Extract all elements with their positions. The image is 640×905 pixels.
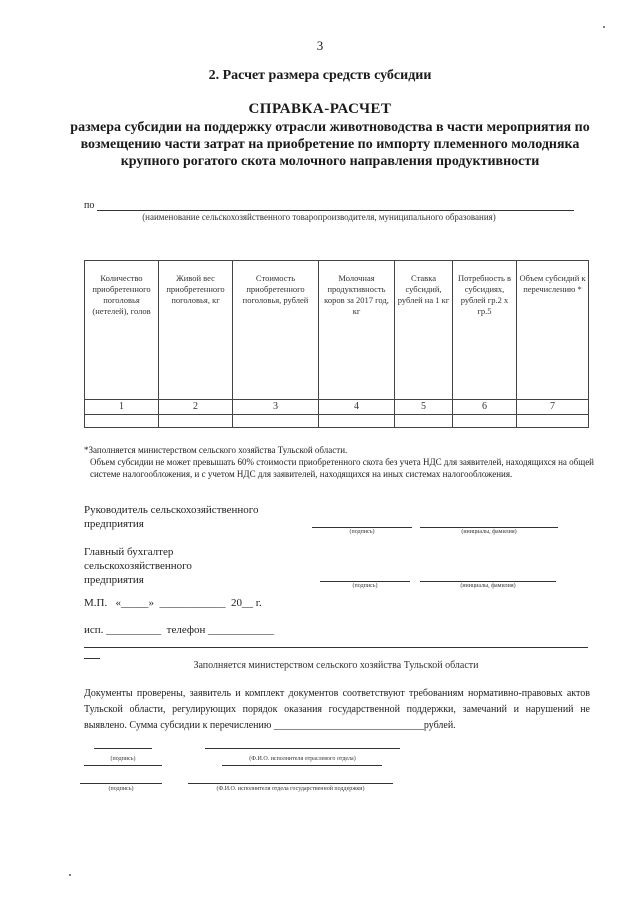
ministry-heading: Заполняется министерством сельского хозяйства Тульской области [193,660,479,671]
accountant-name-line[interactable] [420,581,556,582]
sign-line-1b[interactable] [84,765,162,766]
scan-speck [603,26,605,28]
recipient-field[interactable] [97,210,574,211]
name-line-2[interactable] [188,783,393,784]
head-name-caption: (инициалы, фамилия) [461,529,517,535]
accountant-name-caption: (инициалы, фамилия) [460,583,516,589]
data-cell[interactable] [233,415,319,428]
column-number: 3 [233,400,319,415]
column-number: 6 [453,400,517,415]
bottom-name-caption-2: (Ф.И.О. исполнителя отдела государственной поддержки) [216,786,365,792]
document-subtitle: размера субсидии на поддержку отрасли животноводства в части мероприятия по возмещению части затрат на приобретение по импорту племенного молодняка крупного рогатого скота молочного направления продуктивности [70,120,590,169]
scan-speck [69,874,71,876]
data-cell[interactable] [517,415,589,428]
column-number: 1 [85,400,159,415]
data-cell[interactable] [453,415,517,428]
column-number: 5 [395,400,453,415]
footnote-limit: Объем субсидии не может превышать 60% стоимости приобретенного скота без учета НДС для заявителей, находящихся на общей системе налогообложения, и с учетом НДС для заявителей, находящихся на иных системах налогообложения. [90,457,594,479]
head-signature-line[interactable] [312,527,412,528]
head-label: Руководитель сельскохозяйственного предприятия [84,504,259,530]
executor-phone-line: исп. __________ телефон ____________ [84,624,275,636]
header-cell: Стоимость приобретенного поголовья, рублей [233,261,319,400]
footnotes [84,444,594,480]
accountant-signature-line[interactable] [320,581,410,582]
data-cell[interactable] [159,415,233,428]
name-line-1b[interactable] [222,765,382,766]
column-number: 4 [319,400,395,415]
header-cell: Молочная продуктивность коров за 2017 год, кг [319,261,395,400]
data-cell[interactable] [85,415,159,428]
header-cell: Количество приобретенного поголовья (нетелей), голов [85,261,159,400]
sign-line-2[interactable] [80,783,162,784]
accountant-label: Главный бухгалтер сельскохозяйственного предприятия [84,546,192,586]
recipient-caption: (наименование сельскохозяйственного товаропроизводителя, муниципального образования) [142,212,496,222]
header-cell: Живой вес приобретенного поголовья, кг [159,261,233,400]
bottom-sign-caption-1: (подпись) [110,756,136,762]
divider [84,647,588,648]
data-cell[interactable] [319,415,395,428]
recipient-prefix: по [84,200,95,211]
header-cell: Ставка субсидий, рублей на 1 кг [395,261,453,400]
calculation-table [84,260,589,428]
head-sign-caption: (подпись) [349,529,375,535]
bottom-name-caption-1: (Ф.И.О. исполнителя отраслевого отдела) [249,756,356,762]
header-cell: Потребность в субсидиях, рублей гр.2 х гр.5 [453,261,517,400]
name-line-1[interactable] [205,748,400,749]
divider-tail [84,658,100,659]
page-number: 3 [316,38,324,53]
bottom-sign-caption-2: (подпись) [108,786,134,792]
sign-line-1[interactable] [94,748,152,749]
column-number: 7 [517,400,589,415]
header-cell: Объем субсидий к перечислению * [517,261,589,400]
accountant-sign-caption: (подпись) [352,583,378,589]
footnote-ministry: *Заполняется министерством сельского хозяйства Тульской области. [84,445,348,455]
head-name-line[interactable] [420,527,558,528]
verification-text: Документы проверены, заявитель и комплект документов соответствуют требованиям нормативно-правовых актов Тульской области, регулирующих порядок оказания государственной поддержки, замечаний и нарушений не выявлено. Сумма субсидии к перечислению ______________________________рублей. [84,688,590,731]
stamp-date-line: М.П. «_____» ____________ 20__ г. [84,597,262,609]
column-number: 2 [159,400,233,415]
document-title: СПРАВКА-РАСЧЕТ [248,101,392,117]
data-cell[interactable] [395,415,453,428]
section-title: 2. Расчет размера средств субсидии [208,68,432,83]
